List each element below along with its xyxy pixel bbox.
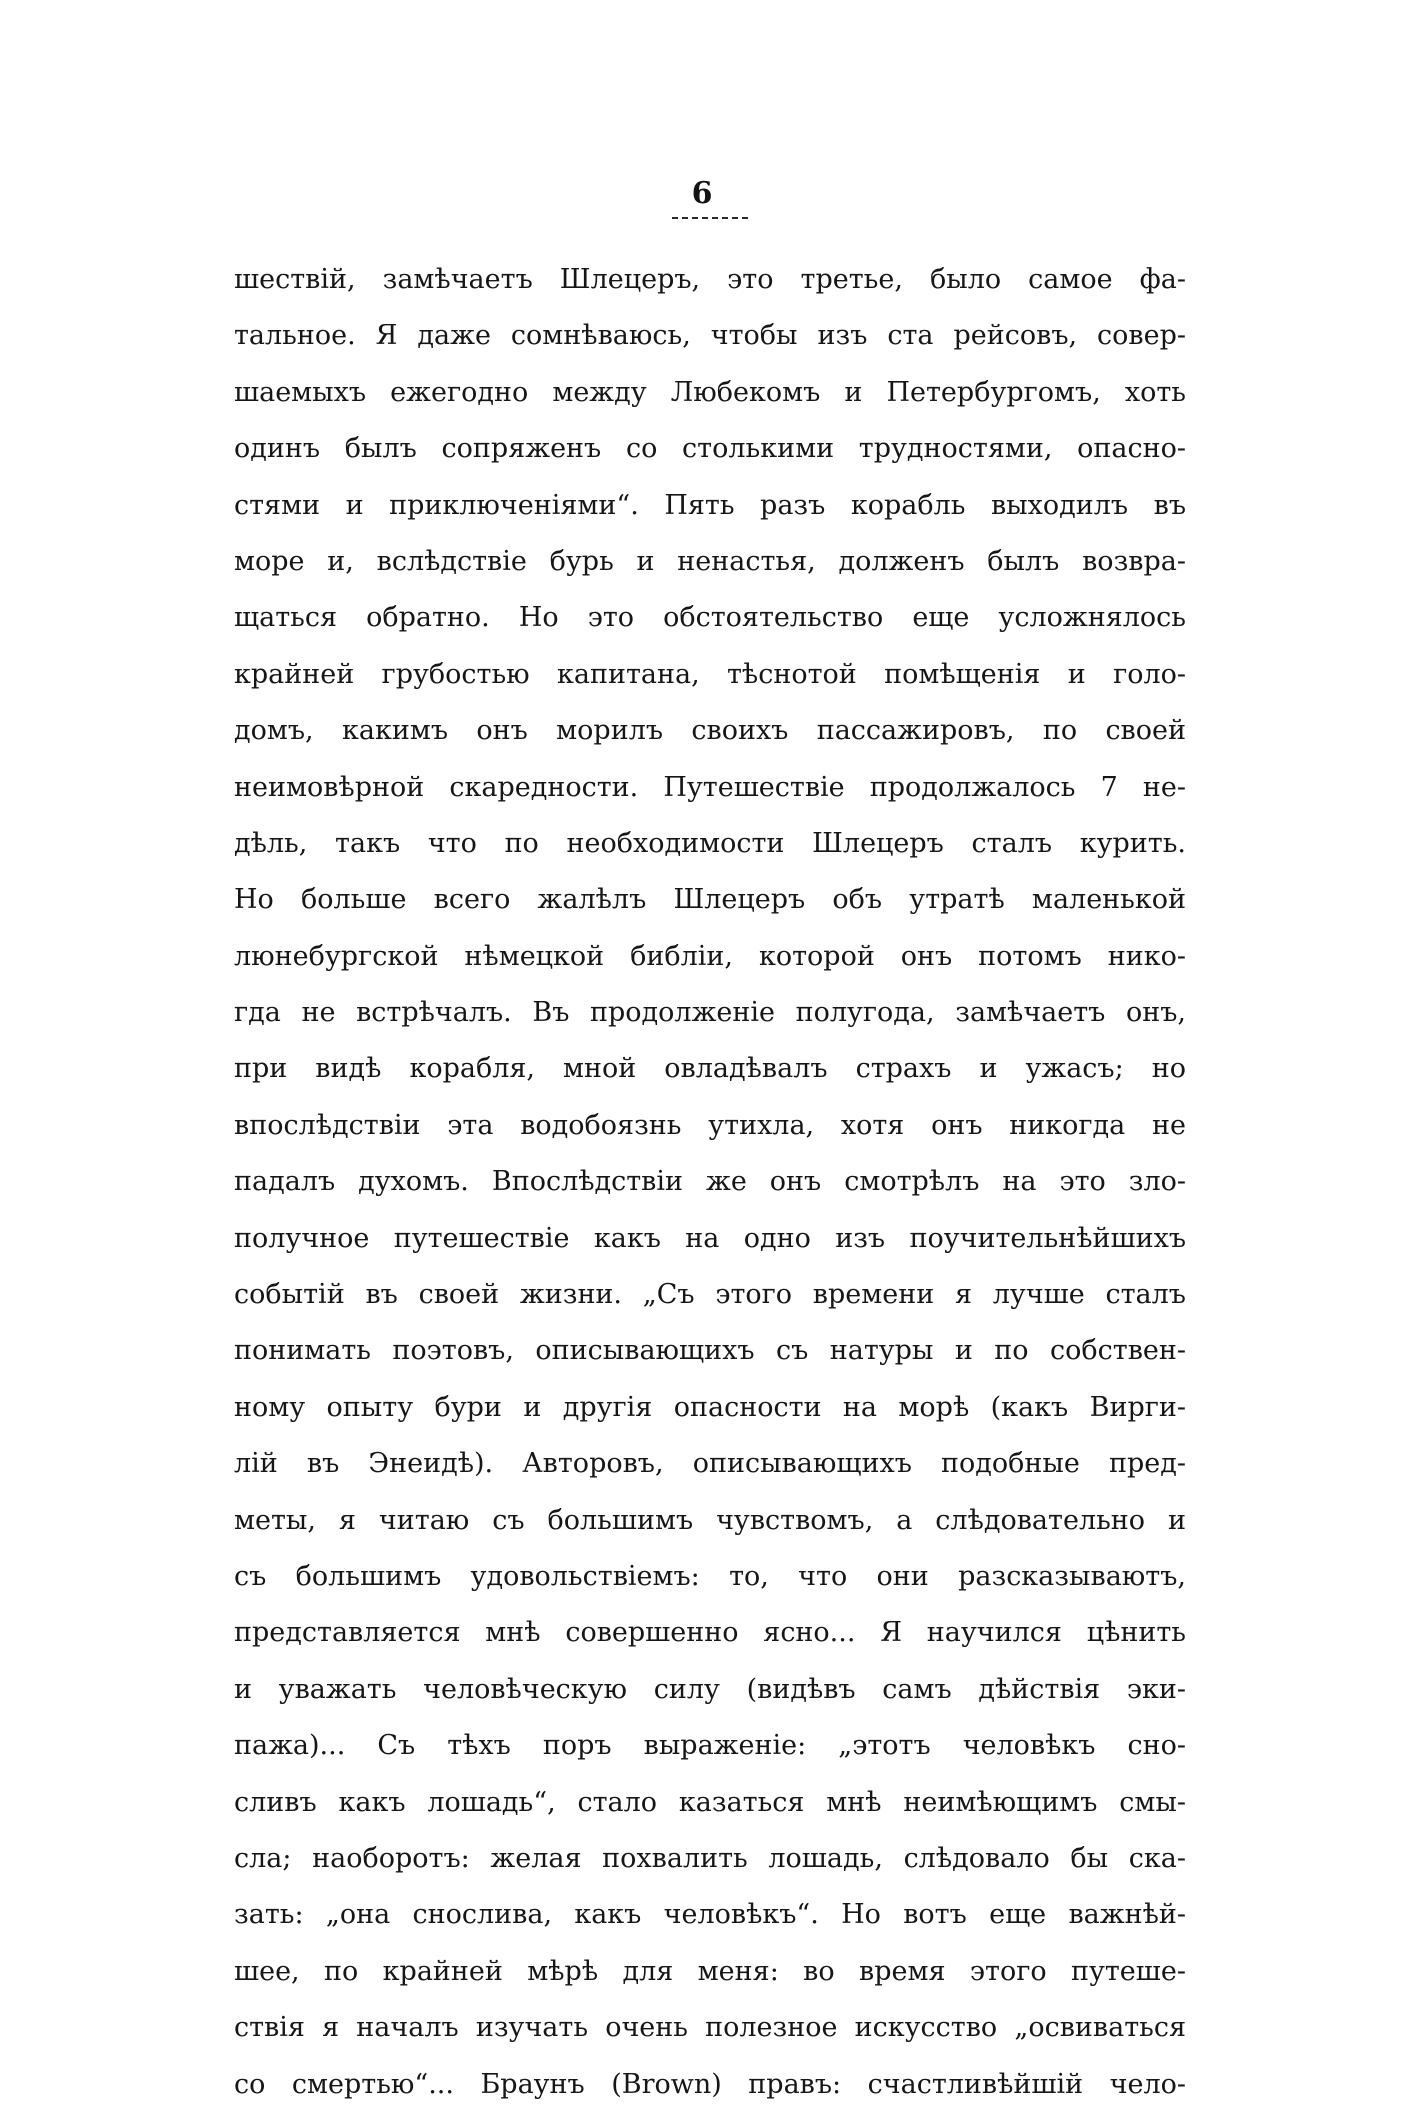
- text-line: впослѣдствіи эта водобоязнь утихла, хотя онъ никогда не: [234, 1109, 1186, 1141]
- text-line: и уважать человѣческую силу (видѣвъ самъ дѣйствія эки-: [234, 1673, 1186, 1705]
- text-line: зать: „она снослива, какъ человѣкъ“. Но вотъ еще важнѣй-: [234, 1899, 1186, 1931]
- text-line: при видѣ корабля, мной овладѣвалъ страхъ и ужасъ; но: [234, 1053, 1186, 1085]
- text-line: понимать поэтовъ, описывающихъ съ натуры и по собствен-: [234, 1335, 1186, 1367]
- text-line: одинъ былъ сопряженъ со столькими трудностями, опасно-: [234, 433, 1186, 465]
- text-line: домъ, какимъ онъ морилъ своихъ пассажировъ, по своей: [234, 715, 1186, 747]
- text-line: море и, вслѣдствіе бурь и ненастья, долженъ былъ возвра-: [234, 545, 1186, 577]
- text-line: сла; наоборотъ: желая похвалить лошадь, слѣдовало бы ска-: [234, 1842, 1186, 1874]
- text-line: дѣль, такъ что по необходимости Шлецеръ сталъ курить.: [234, 827, 1186, 859]
- text-line: тальное. Я даже сомнѣваюсь, чтобы изъ ста рейсовъ, совер-: [234, 320, 1186, 352]
- page-number-rule: [672, 217, 748, 219]
- text-line: стями и приключеніями“. Пять разъ корабль выходилъ въ: [234, 489, 1186, 521]
- text-line: Но больше всего жалѣлъ Шлецеръ объ утратѣ маленькой: [234, 884, 1186, 916]
- text-line: крайней грубостью капитана, тѣснотой помѣщенія и голо-: [234, 658, 1186, 690]
- text-line: люнебургской нѣмецкой библіи, которой онъ потомъ нико-: [234, 940, 1186, 972]
- text-line: событій въ своей жизни. „Съ этого времени я лучше сталъ: [234, 1279, 1186, 1311]
- page-number: 6: [691, 176, 713, 211]
- text-line: меты, я читаю съ большимъ чувствомъ, а слѣдовательно и: [234, 1504, 1186, 1536]
- text-line: со смертью“... Браунъ (Brown) правъ: счастливѣйшій чело-: [234, 2068, 1186, 2100]
- text-line: сливъ какъ лошадь“, стало казаться мнѣ неимѣющимъ смы-: [234, 1786, 1186, 1818]
- text-line: съ большимъ удовольствіемъ: то, что они разсказываютъ,: [234, 1560, 1186, 1592]
- text-line: шествій, замѣчаетъ Шлецеръ, это третье, было самое фа-: [234, 264, 1186, 295]
- text-line: неимовѣрной скаредности. Путешествіе продолжалось 7 не-: [234, 771, 1186, 803]
- text-line: шее, по крайней мѣрѣ для меня: во время этого путеше-: [234, 1955, 1186, 1987]
- text-line: пажа)... Съ тѣхъ поръ выраженіе: „этотъ человѣкъ сно-: [234, 1730, 1186, 1762]
- text-line: щаться обратно. Но это обстоятельство еще усложнялось: [234, 602, 1186, 634]
- body-text: [234, 252, 1186, 2113]
- text-line: получное путешествіе какъ на одно изъ поучительнѣйшихъ: [234, 1222, 1186, 1254]
- text-line: шаемыхъ ежегодно между Любекомъ и Петербургомъ, хоть: [234, 376, 1186, 408]
- text-line: гда не встрѣчалъ. Въ продолженіе полугода, замѣчаетъ онъ,: [234, 997, 1186, 1029]
- text-line: лій въ Энеидѣ). Авторовъ, описывающихъ подобные пред-: [234, 1448, 1186, 1480]
- text-line: представляется мнѣ совершенно ясно... Я научился цѣнить: [234, 1617, 1186, 1649]
- text-line: ствія я началъ изучать очень полезное искусство „освиваться: [234, 2012, 1186, 2044]
- text-line: падалъ духомъ. Впослѣдствіи же онъ смотрѣлъ на это зло-: [234, 1166, 1186, 1198]
- text-line: ному опыту бури и другія опасности на морѣ (какъ Вирги-: [234, 1391, 1186, 1423]
